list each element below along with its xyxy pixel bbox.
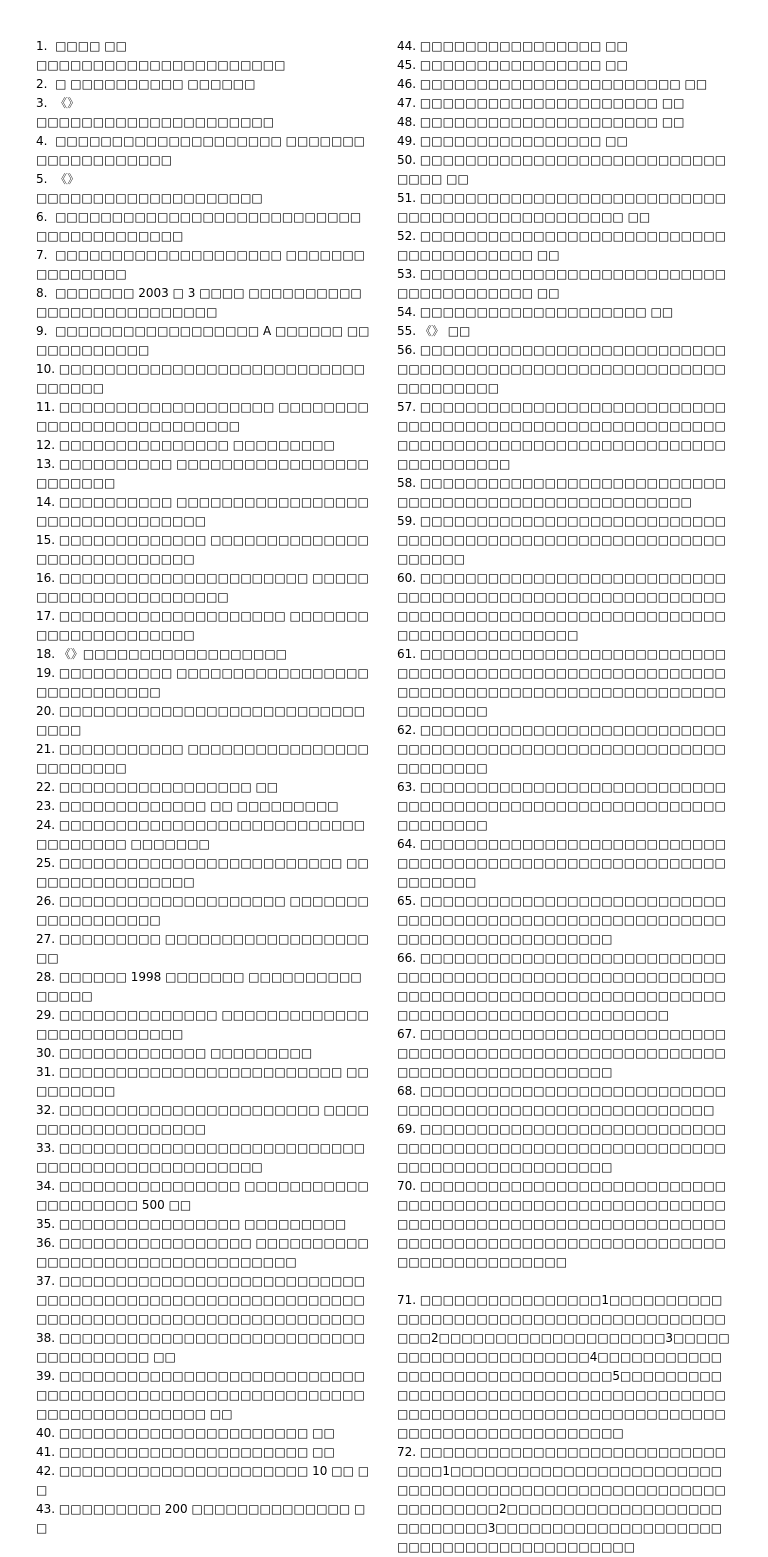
- item-text: □□□□□□□□□□□□□□□□□□□□□□□ □□: [419, 77, 708, 91]
- item-text: □□□□□□□□□□□□□ □□□□□□□□□□□□□□□□□□□□□□□□□□□□: [36, 533, 369, 566]
- item-number: 56.: [397, 343, 420, 357]
- list-item: [36, 360, 370, 398]
- list-item: [36, 1500, 370, 1538]
- list-item: [36, 37, 370, 56]
- list-item: [397, 303, 733, 322]
- item-number: 54.: [397, 305, 420, 319]
- item-number: 17.: [36, 609, 59, 623]
- list-item: [397, 227, 733, 265]
- item-text: □□□□□□□□□□□□□ □□□□□□□□□: [58, 1046, 313, 1060]
- list-item: [36, 1329, 370, 1367]
- item-text: □□□□□□□□□□□□□□□□□□□□□□□□□□□□□□□□□□□□□ □□: [36, 1331, 366, 1364]
- item-number: 36.: [36, 1236, 59, 1250]
- list-item: [36, 664, 370, 702]
- item-number: 68.: [397, 1084, 420, 1098]
- list-item: [397, 341, 733, 398]
- item-text: □□□□□□□□□□□□□□□□□□□□□□□□□□□□□□□□□□□□□□□□□□□□□□□ □□: [397, 191, 727, 224]
- item-number: 27.: [36, 932, 59, 946]
- item-text: □□□□□□□□□□□□□□□□□□□□□□□□□□□□□□□□□□□□□□□□□□□□□□□□□□□□□□□□□□□□□□□□□□□□□□□□□□□□□□□□□□□□□□□□□□□□□□□□□□□□□□□□□□□□□□□□□□□□□□□□□□□□□□□□□: [397, 1179, 727, 1269]
- list-item: [397, 398, 733, 474]
- item-text: □□□□□□□□□□□□□□□□□□□ □□□□□□□□□□□□□□□□□□□□□□□□□□: [36, 400, 369, 433]
- item-number: 45.: [397, 58, 420, 72]
- item-number: 7.: [36, 248, 56, 262]
- item-text: □□□□□□□□□□□□□□□□□□□□□□□ □□□□□□□□□□□□□□□□□□□: [36, 1103, 369, 1136]
- list-item: [36, 1177, 370, 1215]
- item-text: 《》□□□□□□□□□□□□□□□□□□: [58, 647, 287, 661]
- item-number: 23.: [36, 799, 59, 813]
- item-text: □□□□□□□□□□□□□□□□□□□□□□□□□□□□□□□□□□□□□□□□: [36, 210, 362, 243]
- item-number: 49.: [397, 134, 420, 148]
- item-number: 60.: [397, 571, 420, 585]
- item-text: □□□□□□□□□□□□□□□□□ □□□□□□□□□□□□□□□□□□□□□□□□□□□□□□□□□: [36, 1236, 369, 1269]
- item-number: 22.: [36, 780, 59, 794]
- item-number: 42.: [36, 1464, 59, 1478]
- item-text: □□□□□□□□□□□□□□□□□□□□□□□□□□□□□□□□□□□□□□□□□□□□□□□: [36, 1141, 366, 1174]
- item-text: 《》: [55, 96, 80, 110]
- list-item: [36, 1424, 370, 1443]
- item-text: □□□□□□□□□□□□□□□□ □□: [419, 134, 628, 148]
- list-item: [397, 132, 733, 151]
- item-text: □□□□□□□□□□□□□□□□□□□□□□ 10 □□ □□: [36, 1464, 370, 1497]
- item-text: □□□□ □□: [55, 39, 127, 53]
- item-text: □□□□□□□□□□□□□□□□□□□□□□□□□ □□□□□□□□□□□□□□□□: [36, 856, 369, 889]
- list-item: [36, 1063, 370, 1101]
- item-number: 59.: [397, 514, 420, 528]
- list-item: [36, 189, 370, 208]
- list-item: [397, 835, 733, 892]
- list-item: [36, 94, 370, 113]
- list-item: [36, 930, 370, 968]
- item-number: 8.: [36, 286, 56, 300]
- item-number: 48.: [397, 115, 420, 129]
- list-item: [36, 645, 370, 664]
- item-number: 47.: [397, 96, 420, 110]
- list-item: [397, 949, 733, 1025]
- item-text: □□□□□□□□□□□□□□□□□□□□□□ □□□□□□□□□□□□□□□□□□□□□□: [36, 571, 369, 604]
- item-number: 31.: [36, 1065, 59, 1079]
- item-text: □□□□□□□□□□□□□□□□□□□□□□□□□□□□□□□□□□□□□□□□□□□□□□□□□□□□□□□□□□□□□□□□: [397, 723, 727, 775]
- item-number: 24.: [36, 818, 59, 832]
- item-number: 4.: [36, 134, 56, 148]
- item-number: 9.: [36, 324, 56, 338]
- list-item: [36, 493, 370, 531]
- list-item: [397, 1082, 733, 1120]
- item-text: □□□□□□□□□□□□□□□□□□□□□□□□□□□□□□□□□□□□□□□□□□□□□□□□□□□□□: [397, 476, 727, 509]
- item-text: □□□□□□□□□□□□□□□□□□□□□□□□□□□□□□□□□□□□□□□□□□□□□□□□□□□□□□□□□□□□□□□: [397, 837, 727, 889]
- list-item: [36, 455, 370, 493]
- item-text: □□□□□□□□□□□□□□□□□□□□□□□□□□□□□□□□□□□□□□□ □□: [397, 267, 727, 300]
- item-text: □□□□□□□□□□□□□□□ □□□□□□□□□: [58, 438, 335, 452]
- item-number: 19.: [36, 666, 59, 680]
- list-item: [397, 37, 733, 56]
- item-text: □□□□□□□□□□□□□□□□ □□□□□□□□□□□□□□□□□□□□ 500 □□: [36, 1179, 369, 1212]
- list-item: [397, 721, 733, 778]
- item-number: 39.: [36, 1369, 59, 1383]
- item-text: □□□□□□□□□□ □□□□□□□□□□□□□□□□□□□□□□□□□□□□: [36, 666, 369, 699]
- list-item: [36, 1272, 370, 1329]
- list-item: [397, 569, 733, 645]
- list-item: [36, 1215, 370, 1234]
- list-item: [397, 322, 733, 341]
- item-text: □□□□□□□□□□□□□□ □□□□□□□□□□□□□□□□□□□□□□□□□□: [36, 1008, 369, 1041]
- item-text: □□□□□□□□□□□□□□□□□□□□□□□□□□□□□□□□□□□□□□□□□□□□□□□□□□□□□□□□□□□□□□□□□□□□□□□□□□□□□□□□□□□□□□□□□□□□□□□: [397, 400, 727, 471]
- list-item: [36, 398, 370, 436]
- list-item: [36, 702, 370, 740]
- item-number: 57.: [397, 400, 420, 414]
- list-item: [36, 1234, 370, 1272]
- item-text: □□□□□□□□□□□□□□□□□□□□□□□□□□□ □□□□□□: [36, 362, 366, 395]
- item-number: 12.: [36, 438, 59, 452]
- item-text: □□□□□□□□□□□□□□□□□□□□□ □□: [419, 96, 685, 110]
- list-item: [397, 94, 733, 113]
- list-item: [36, 1139, 370, 1177]
- right-column: [397, 37, 733, 1557]
- list-item: [36, 816, 370, 854]
- list-item: [36, 569, 370, 607]
- item-text: □□□□□□□□□□□□□□□□□□□□□□□□□□□□□□□□□□□□□□□□□□□□□□□□□□□□□□□□□□□□□□□□□: [397, 343, 727, 395]
- item-number: 72.: [397, 1445, 420, 1459]
- item-text: 《》: [55, 172, 80, 186]
- item-number: 46.: [397, 77, 420, 91]
- item-number: 61.: [397, 647, 420, 661]
- item-number: 67.: [397, 1027, 420, 1041]
- item-number: 43.: [36, 1502, 59, 1516]
- item-text: □□□□□□□□□□□□□□□□□□□□□□□□□□□□□□□□□□□□□□□□□□□□□□□□□□□□□□□□□□□□□□□□□□□□□□□□□□□□□□□□□□□□□: [36, 1274, 366, 1326]
- item-number: 10.: [36, 362, 59, 376]
- list-item: [36, 246, 370, 284]
- item-text: □□□□□□□□□□□□□□□□□□□□□□□□□□□□□□□□□□□□□□□ □□: [397, 229, 727, 262]
- item-text: □□□□□□□□□□□□□□□□□□□□□□□□□□□□□□□□□□□ □□□□□□□: [36, 818, 366, 851]
- item-number: 52.: [397, 229, 420, 243]
- item-text: □□□□□□□□□□□□□□□□□ □□: [58, 780, 279, 794]
- left-column: [36, 37, 370, 1538]
- item-text: □□□□□□□□□□□□□□□□□□□□□□□□□□□□□□□□□□□□□□□□□□□□□□□□□□□□□□□□□□□□□□□□□□□□□□□□□□□: [397, 1027, 727, 1079]
- item-number: 32.: [36, 1103, 59, 1117]
- list-item: [36, 1044, 370, 1063]
- item-number: 50.: [397, 153, 420, 167]
- item-text: □□□□□□□□□□□□□□□□□□□□□□□□□□□□□□□□□□□□□□□□□□□□□□□□□□□□□□□□□□□□□□□□□□□□□□□□□□□□□□□□□□□□□□□□□□□□□□□□□□□□□: [397, 571, 727, 642]
- list-item: [397, 645, 733, 721]
- item-text: □□□□□□□□□□□□□□□□□□□□□□□□□□□□□□□□□□□□□□□□□□□□□□□□□□□□□□□□□□□□□□□□□□□□□□□□□□□: [397, 1122, 727, 1174]
- list-item: [36, 778, 370, 797]
- item-number: 13.: [36, 457, 59, 471]
- item-number: 65.: [397, 894, 420, 908]
- item-text: □□□□□□□□□□□□□ □□ □□□□□□□□□: [58, 799, 339, 813]
- item-number: 14.: [36, 495, 59, 509]
- item-number: 55.: [397, 324, 420, 338]
- list-item: [36, 56, 370, 75]
- item-text: □ □□□□□□□□□□ □□□□□□: [55, 77, 256, 91]
- list-item: [36, 531, 370, 569]
- item-number: 53.: [397, 267, 420, 281]
- item-text: □□□□□□□□□□□□□□□□□□□□: [36, 191, 263, 205]
- list-item: [36, 854, 370, 892]
- item-number: 1.: [36, 39, 56, 53]
- list-item: [397, 1291, 733, 1443]
- item-text: 《》 □□: [419, 324, 471, 338]
- item-number: 21.: [36, 742, 59, 756]
- list-item: [36, 284, 370, 322]
- item-number: 18.: [36, 647, 59, 661]
- list-item: [36, 113, 370, 132]
- item-text: □□□□□□□□□ 200 □□□□□□□□□□□□□□ □□: [36, 1502, 366, 1535]
- item-text: □□□□□□□□□□□□□□□□1□□□□□□□□□□□□□□□□□□□□□□□□□□□□□□□□□□□□□□□□□□2□□□□□□□□□□□□□□□□□□□□3□□□□□□□□□□□□□□□□□□□□□□4□□□□□□□□□□□□□□□□□□□□□□□□□□□□□□5□□□□□□□□□□□□□□□□□□□□□□□□□□□□□□□□□□□□□□□□□□□□□□□□□□□□□□□□□□□□□□□□□□□□□□□□□□□□□□□□□□□□□□□: [397, 1293, 730, 1440]
- item-text: □□□□□□□□□□□□□□□□ □□□□□□□□□: [58, 1217, 347, 1231]
- item-text: □□□□□□□ 2003 □ 3 □□□□ □□□□□□□□□□□□□□□□□□□□□□□□□□: [36, 286, 362, 319]
- item-text: □□□□□□□□□□□□□□□□□□□□□□□□□□□□□□□□□□□□□□□□□□□□□□□□□□□□□□□: [397, 1084, 727, 1117]
- item-text: □□□□□□□□□□□□□□□□ □□: [419, 39, 628, 53]
- item-number: 58.: [397, 476, 420, 490]
- item-text: □□□□□□□□□□□□□□□□□□□□□□□□□□□□□□□ □□: [397, 153, 727, 186]
- item-text: □□□□□□□□□□□□□□□□□□□□□□ □□: [58, 1426, 335, 1440]
- item-text: □□□□□□□□□ □□□□□□□□□□□□□□□□□□□□: [36, 932, 369, 965]
- item-number: 28.: [36, 970, 59, 984]
- list-item: [36, 1006, 370, 1044]
- list-item: [36, 892, 370, 930]
- list-item: [36, 436, 370, 455]
- item-number: 6.: [36, 210, 56, 224]
- item-number: 20.: [36, 704, 59, 718]
- list-item: [36, 208, 370, 246]
- list-item: [397, 512, 733, 569]
- item-number: 2.: [36, 77, 56, 91]
- item-text: □□□□□□□□□□□□□□□□□□□□ □□□□□□□□□□□□□□□□□□: [36, 894, 369, 927]
- item-text: □□□□□□□□□□□□□□□□□□□□ □□□□□□□□□□□□□□□: [36, 248, 366, 281]
- list-item: [36, 740, 370, 778]
- list-item: [36, 1367, 370, 1424]
- item-number: 38.: [36, 1331, 59, 1345]
- item-text: □□□□□□□□□□□□□□□□□□□□□□□□□□□□□□□□□□□□□□□□□□□□□□□□□□□□□□□□□□□□□□□□□□□□□□□ □□: [36, 1369, 366, 1421]
- item-number: 64.: [397, 837, 420, 851]
- list-item: [397, 778, 733, 835]
- blank-line: [397, 1272, 733, 1291]
- item-number: 33.: [36, 1141, 59, 1155]
- list-item: [397, 265, 733, 303]
- list-item: [36, 170, 370, 189]
- item-number: 41.: [36, 1445, 59, 1459]
- item-number: 29.: [36, 1008, 59, 1022]
- item-number: 11.: [36, 400, 59, 414]
- list-item: [397, 1120, 733, 1177]
- list-item: [397, 1025, 733, 1082]
- item-number: 69.: [397, 1122, 420, 1136]
- list-item: [397, 474, 733, 512]
- item-number: 63.: [397, 780, 420, 794]
- list-item: [36, 1101, 370, 1139]
- list-item: [36, 75, 370, 94]
- item-text: □□□□□□□□□□□□□□□□□□□□□□□□□□□□□□□: [36, 704, 366, 737]
- item-text: □□□□□□□□□□□□□□□□□□□□□□ □□: [58, 1445, 335, 1459]
- item-text: □□□□□□□□□□□□□□□□□□ A □□□□□□ □□□□□□□□□□□□: [36, 324, 370, 357]
- list-item: [397, 151, 733, 189]
- list-item: [36, 322, 370, 360]
- item-text: □□□□□□□□□□□□□□□□□□□□□□□□□□□□□□□1□□□□□□□□□□□□□□□□□□□□□□□□□□□□□□□□□□□□□□□□□□□□□□□□□□□□□□□□□□□□□□2□□□□□□□□□□□□□□□□□□□□□□□□□□□3□□□□□□□□□□□□□□□□□□□□□□□□□□□□□□□□□□□□□□□□□: [397, 1445, 727, 1554]
- item-number: 26.: [36, 894, 59, 908]
- item-text: □□□□□□□□□□□□□□□□□□□□□ □□: [419, 115, 685, 129]
- list-item: [397, 56, 733, 75]
- item-text: □□□□□□□□□□□□□□□□□□□□ □□□□□□□□□□□□□□□□□□□□□: [36, 609, 369, 642]
- item-text: □□□□□□□□□□□□□□□□□□□□ □□□□□□□□□□□□□□□□□□□: [36, 134, 366, 167]
- item-number: 3.: [36, 96, 56, 110]
- item-text: □□□□□□□□□□□ □□□□□□□□□□□□□□□□□□□□□□□□: [36, 742, 369, 775]
- item-number: 35.: [36, 1217, 59, 1231]
- item-number: 51.: [397, 191, 420, 205]
- item-text: □□□□□□ 1998 □□□□□□□ □□□□□□□□□□□□□□□: [36, 970, 362, 1003]
- list-item: [397, 75, 733, 94]
- item-number: 70.: [397, 1179, 420, 1193]
- item-text: □□□□□□□□□□□□□□□□□□□□□□□□□□□□□□□□□□□□□□□□□□□□□□□□□□□□□□□□□□□□□□: [397, 514, 727, 566]
- item-number: 62.: [397, 723, 420, 737]
- item-text: □□□□□□□□□□□□□□□□□□□□□□□□□ □□□□□□□□□: [36, 1065, 369, 1098]
- item-number: 66.: [397, 951, 420, 965]
- list-item: [36, 607, 370, 645]
- list-item: [36, 968, 370, 1006]
- item-text: □□□□□□□□□□ □□□□□□□□□□□□□□□□□□□□□□□□: [36, 457, 369, 490]
- list-item: [36, 797, 370, 816]
- item-number: 30.: [36, 1046, 59, 1060]
- item-text: □□□□□□□□□□□□□□□□□□□□□□□□□□□□□□□□□□□□□□□□□□□□□□□□□□□□□□□□□□□□□□□□: [397, 780, 727, 832]
- item-number: 34.: [36, 1179, 59, 1193]
- item-number: 37.: [36, 1274, 59, 1288]
- list-item: [36, 1462, 370, 1500]
- item-number: 40.: [36, 1426, 59, 1440]
- item-number: 16.: [36, 571, 59, 585]
- list-item: [397, 1443, 733, 1557]
- item-number: 5.: [36, 172, 56, 186]
- list-item: [397, 189, 733, 227]
- item-text: □□□□□□□□□□□□□□□□□□□□□: [36, 115, 275, 129]
- item-text: □□□□□□□□□□□□□□□□□□□□□□□□□□□□□□□□□□□□□□□□□□□□□□□□□□□□□□□□□□□□□□□□□□□□□□□□□□□: [397, 894, 727, 946]
- item-number: 44.: [397, 39, 420, 53]
- item-text: □□□□□□□□□□□□□□□□□□□□□□□□□□□□□□□□□□□□□□□□□□□□□□□□□□□□□□□□□□□□□□□□□□□□□□□□□□□□□□□□□□□□□□□□□□□□□□□□□□□□□□□□□□□□□: [397, 951, 727, 1022]
- item-text: □□□□□□□□□□□□□□□□□□□□ □□: [419, 305, 674, 319]
- item-number: 25.: [36, 856, 59, 870]
- item-text: □□□□□□□□□□□□□□□□□□□□□□: [36, 58, 286, 72]
- item-number: 71.: [397, 1293, 420, 1307]
- list-item: [397, 113, 733, 132]
- item-text: □□□□□□□□□□□□□□□□□□□□□□□□□□□□□□□□□□□□□□□□□□□□□□□□□□□□□□□□□□□□□□□□□□□□□□□□□□□□□□□□□□□□□□□□□□□□□: [397, 647, 727, 718]
- item-text: □□□□□□□□□□□□□□□□ □□: [419, 58, 628, 72]
- list-item: [36, 1443, 370, 1462]
- item-number: 15.: [36, 533, 59, 547]
- item-text: □□□□□□□□□□ □□□□□□□□□□□□□□□□□□□□□□□□□□□□□□□□: [36, 495, 369, 528]
- list-item: [397, 892, 733, 949]
- list-item: [36, 132, 370, 170]
- list-item: [397, 1177, 733, 1272]
